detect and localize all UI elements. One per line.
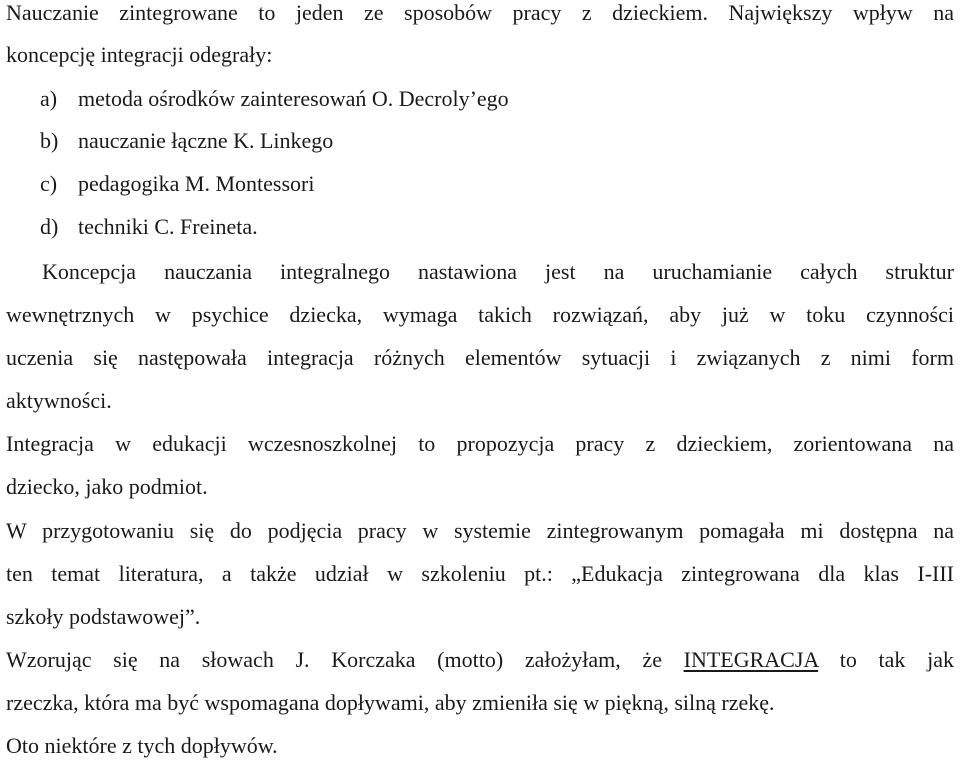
concept-line-3: uczenia się następowała integracja różnych elementów sytuacji i związanych z nimi form: [6, 345, 954, 370]
integracja-underlined: INTEGRACJA: [683, 647, 819, 672]
intro-line-1: Nauczanie zintegrowane to jeden ze sposobów pracy z dzieckiem. Największy wpływ na: [6, 0, 954, 25]
list-item: [40, 212, 258, 242]
concept-line-1: Koncepcja nauczania integralnego nastawiona jest na uruchamianie całych struktur: [42, 259, 954, 284]
list-marker: a): [40, 86, 58, 111]
list-item: [40, 169, 314, 199]
preparation-line-1: W przygotowaniu się do podjęcia pracy w systemie zintegrowanym pomagała mi dostępna na: [6, 518, 954, 543]
korczak-line-1: [6, 645, 954, 675]
list-item-text: techniki C. Freineta.: [78, 214, 258, 239]
korczak-line-3: Oto niektóre z tych dopływów.: [6, 733, 278, 758]
list-item-text: metoda ośrodków zainteresowań O. Decroly’ego: [78, 86, 509, 111]
list-item: [40, 84, 509, 114]
integration-line-1: Integracja w edukacji wczesnoszkolnej to propozycja pracy z dzieckiem, zorientowana na: [6, 431, 954, 456]
korczak-line-1-end: to tak jak: [818, 647, 954, 672]
concept-line-4: aktywności.: [6, 388, 112, 413]
preparation-line-3: szkoły podstawowej”.: [6, 604, 201, 629]
integration-line-2: dziecko, jako podmiot.: [6, 474, 208, 499]
list-marker: b): [40, 128, 59, 153]
concept-line-2: wewnętrznych w psychice dziecka, wymaga takich rozwiązań, aby już w toku czynności: [6, 302, 954, 327]
list-item: [40, 126, 333, 156]
list-item-text: nauczanie łączne K. Linkego: [78, 128, 334, 153]
korczak-line-1-start: Wzorując się na słowach J. Korczaka (motto) założyłam, że: [6, 647, 684, 672]
korczak-line-2: rzeczka, która ma być wspomagana dopływami, aby zmieniła się w piękną, silną rzekę.: [6, 690, 775, 715]
intro-line-2: koncepcję integracji odegrały:: [6, 42, 273, 67]
list-marker: d): [40, 214, 59, 239]
preparation-line-2: ten temat literatura, a także udział w szkoleniu pt.: „Edukacja zintegrowana dla klas I-III: [6, 561, 954, 586]
list-item-text: pedagogika M. Montessori: [78, 171, 315, 196]
list-marker: c): [40, 171, 58, 196]
